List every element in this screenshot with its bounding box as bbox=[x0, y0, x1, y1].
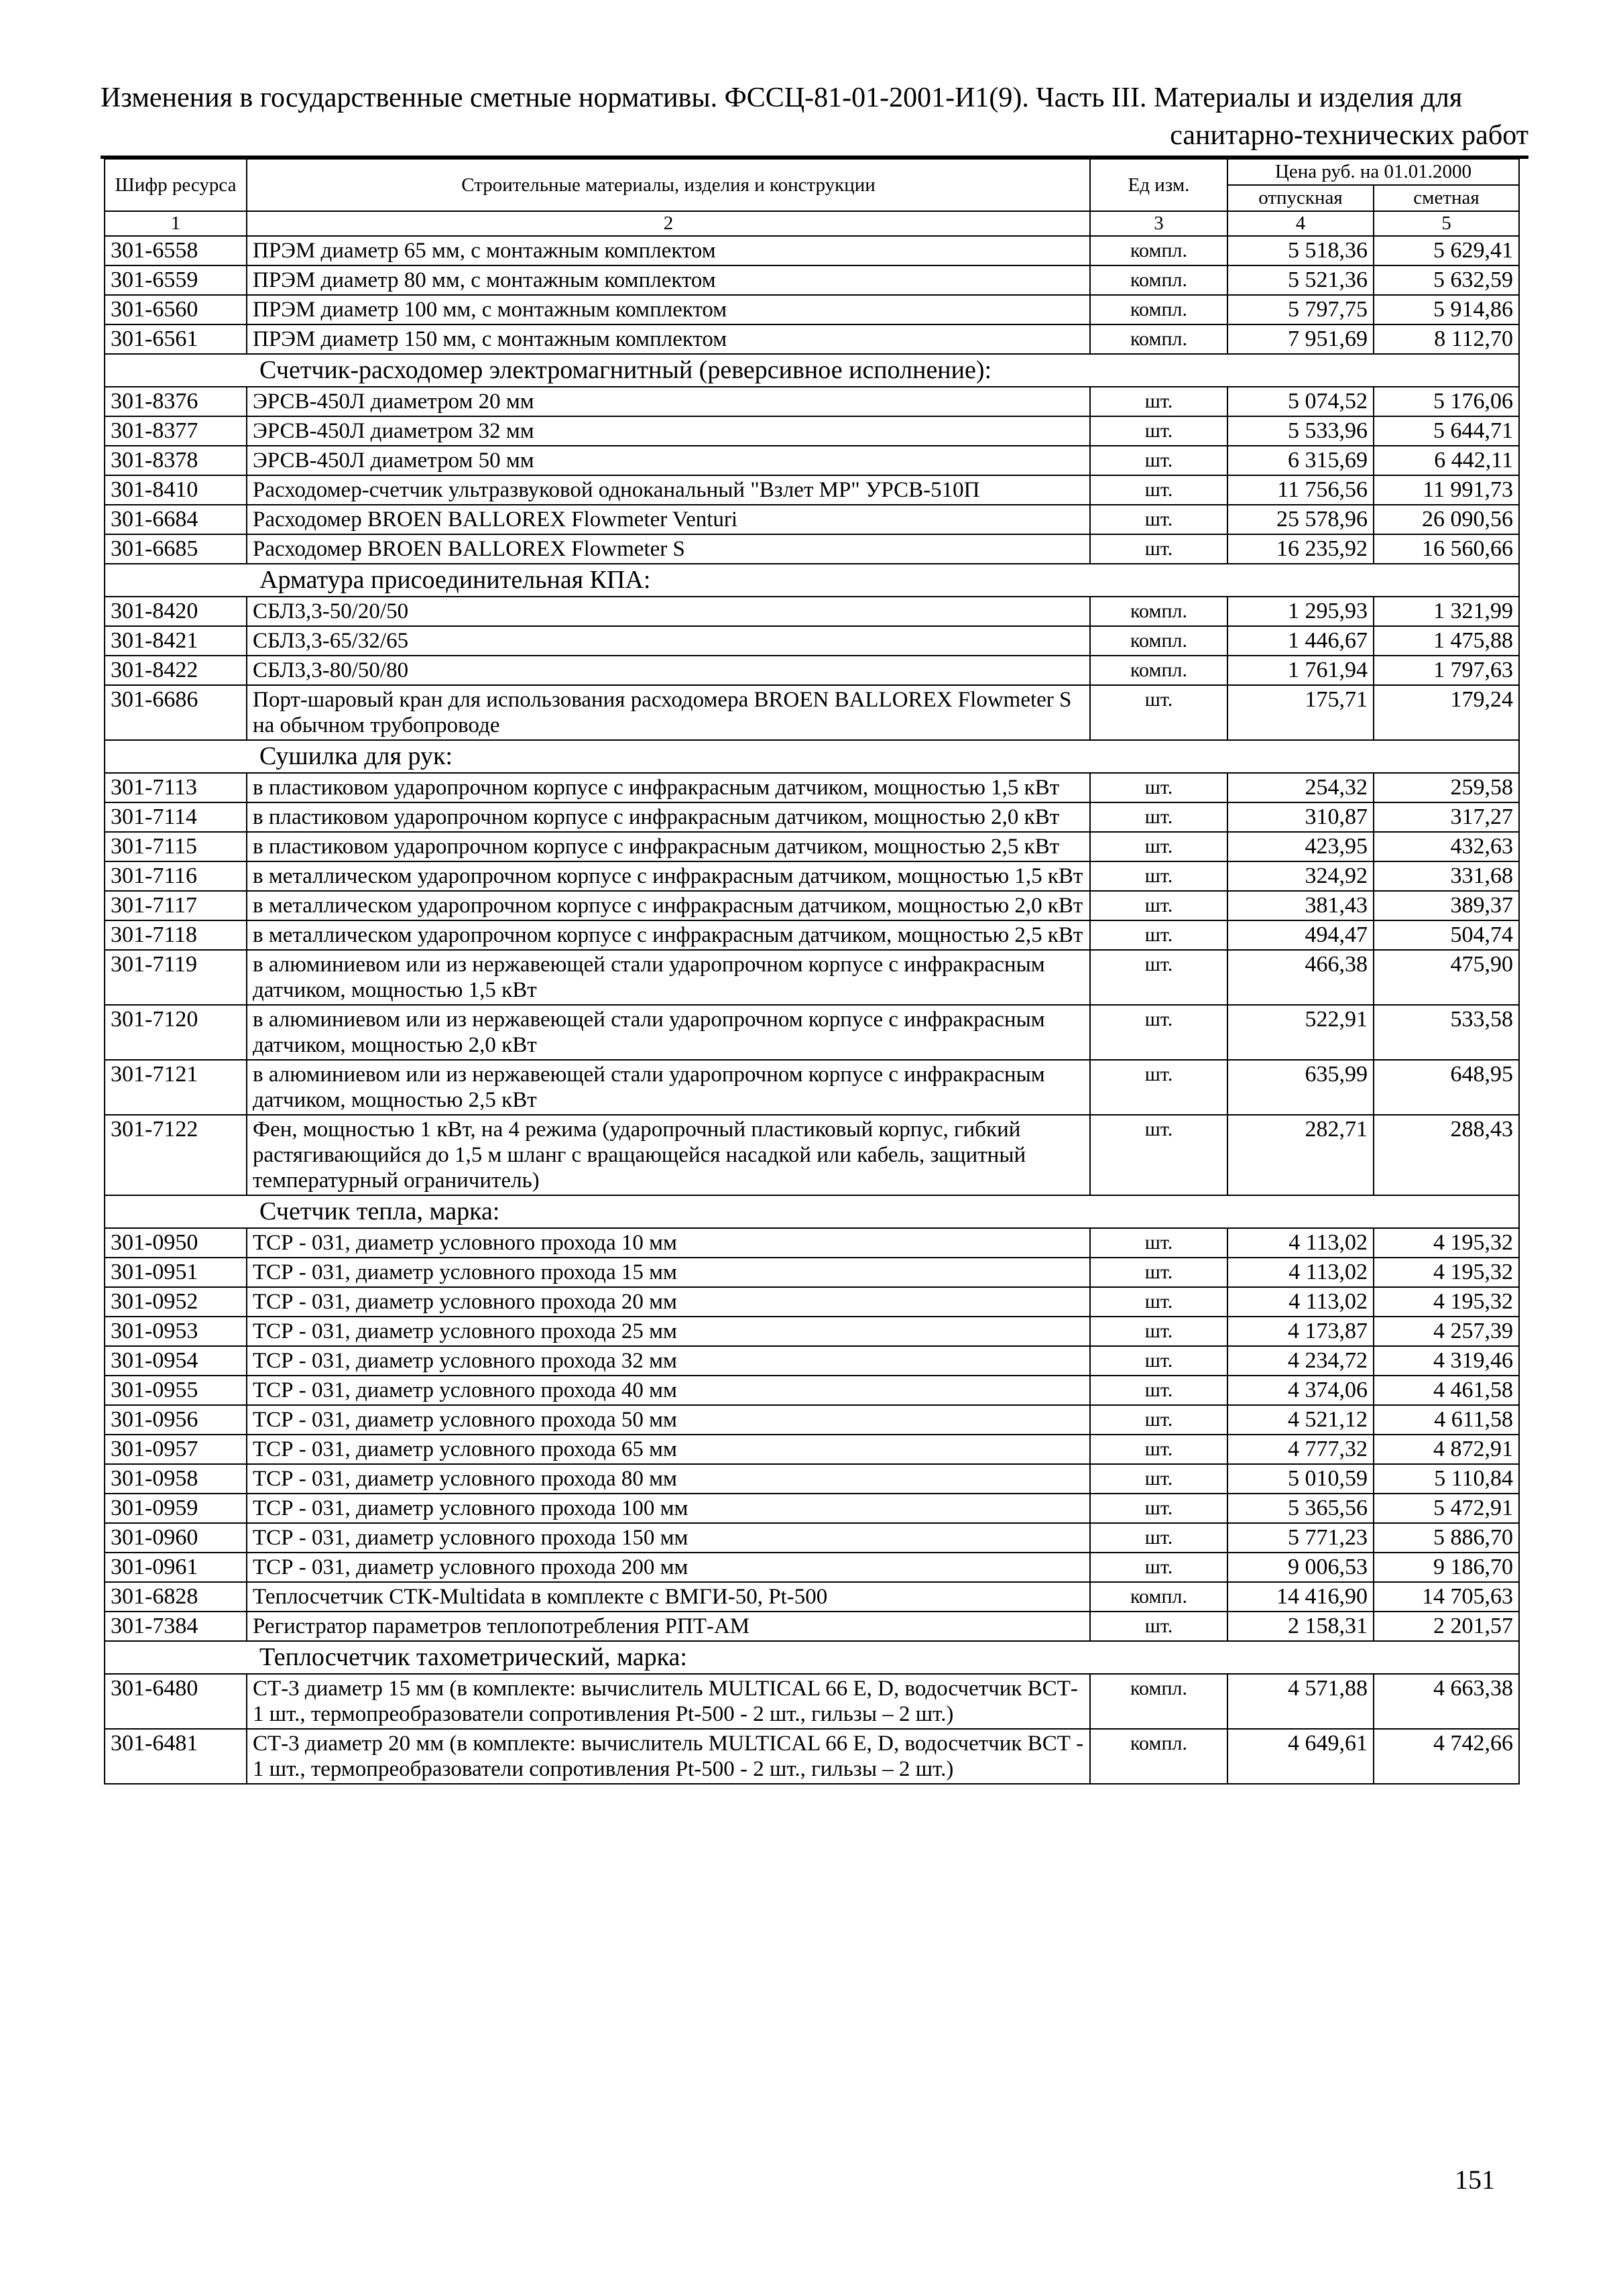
table-row bbox=[105, 920, 1519, 950]
table-row bbox=[105, 1317, 1519, 1346]
row-estimate-price: 26 090,56 bbox=[1374, 505, 1519, 534]
row-release-price: 4 173,87 bbox=[1227, 1317, 1374, 1346]
row-unit: шт. bbox=[1090, 1464, 1227, 1494]
table-row bbox=[105, 1228, 1519, 1258]
table-row bbox=[105, 950, 1519, 1005]
row-code: 301-7114 bbox=[105, 802, 247, 832]
table-row bbox=[105, 685, 1519, 740]
row-unit: шт. bbox=[1090, 685, 1227, 740]
row-estimate-price: 5 644,71 bbox=[1374, 416, 1519, 446]
row-estimate-price: 648,95 bbox=[1374, 1060, 1519, 1115]
row-estimate-price: 317,27 bbox=[1374, 802, 1519, 832]
table-row bbox=[105, 1523, 1519, 1553]
row-release-price: 11 756,56 bbox=[1227, 475, 1374, 505]
row-release-price: 1 761,94 bbox=[1227, 656, 1374, 685]
table-row bbox=[105, 1346, 1519, 1376]
row-name: Расходомер BROEN BALLOREX Flowmeter Venturi bbox=[247, 505, 1090, 534]
row-estimate-price: 4 742,66 bbox=[1374, 1729, 1519, 1784]
row-code: 301-6480 bbox=[105, 1674, 247, 1729]
section-title: Счетчик-расходомер электромагнитный (реверсивное исполнение): bbox=[105, 354, 1519, 387]
row-release-price: 1 295,93 bbox=[1227, 597, 1374, 626]
row-unit: компл. bbox=[1090, 295, 1227, 324]
row-estimate-price: 389,37 bbox=[1374, 891, 1519, 920]
row-unit: компл. bbox=[1090, 1674, 1227, 1729]
row-unit: шт. bbox=[1090, 1494, 1227, 1523]
row-estimate-price: 475,90 bbox=[1374, 950, 1519, 1005]
table-row bbox=[105, 236, 1519, 265]
row-release-price: 4 113,02 bbox=[1227, 1258, 1374, 1287]
row-unit: шт. bbox=[1090, 1317, 1227, 1346]
row-name: в металлическом ударопрочном корпусе с инфракрасным датчиком, мощностью 2,5 кВт bbox=[247, 920, 1090, 950]
col-number: 1 bbox=[105, 211, 247, 236]
table-row bbox=[105, 802, 1519, 832]
row-release-price: 2 158,31 bbox=[1227, 1612, 1374, 1641]
row-code: 301-6481 bbox=[105, 1729, 247, 1784]
table-row bbox=[105, 832, 1519, 861]
row-name: ТСР - 031, диаметр условного прохода 15 мм bbox=[247, 1258, 1090, 1287]
row-code: 301-7121 bbox=[105, 1060, 247, 1115]
row-estimate-price: 1 475,88 bbox=[1374, 626, 1519, 656]
row-release-price: 4 113,02 bbox=[1227, 1228, 1374, 1258]
row-estimate-price: 5 886,70 bbox=[1374, 1523, 1519, 1553]
table-row bbox=[105, 505, 1519, 534]
row-name: в металлическом ударопрочном корпусе с инфракрасным датчиком, мощностью 2,0 кВт bbox=[247, 891, 1090, 920]
row-estimate-price: 179,24 bbox=[1374, 685, 1519, 740]
row-estimate-price: 4 872,91 bbox=[1374, 1435, 1519, 1464]
row-unit: компл. bbox=[1090, 324, 1227, 354]
section-title: Арматура присоединительная КПА: bbox=[105, 564, 1519, 597]
row-name: в алюминиевом или из нержавеющей стали ударопрочном корпусе с инфракрасным датчиком, мощностью 2,0 кВт bbox=[247, 1005, 1090, 1060]
row-code: 301-0961 bbox=[105, 1553, 247, 1582]
row-name: ПРЭМ диаметр 80 мм, с монтажным комплектом bbox=[247, 265, 1090, 295]
row-release-price: 4 777,32 bbox=[1227, 1435, 1374, 1464]
header-unit: Ед изм. bbox=[1090, 159, 1227, 211]
row-name: ТСР - 031, диаметр условного прохода 20 мм bbox=[247, 1287, 1090, 1317]
row-estimate-price: 4 461,58 bbox=[1374, 1376, 1519, 1405]
row-unit: шт. bbox=[1090, 475, 1227, 505]
header-name: Строительные материалы, изделия и конструкции bbox=[247, 159, 1090, 211]
row-estimate-price: 4 319,46 bbox=[1374, 1346, 1519, 1376]
row-name: Теплосчетчик СТК-Multidata в комплекте с ВМГИ-50, Pt-500 bbox=[247, 1582, 1090, 1612]
row-name: в пластиковом ударопрочном корпусе с инфракрасным датчиком, мощностью 1,5 кВт bbox=[247, 773, 1090, 802]
row-name: ПРЭМ диаметр 150 мм, с монтажным комплектом bbox=[247, 324, 1090, 354]
row-unit: компл. bbox=[1090, 656, 1227, 685]
row-estimate-price: 1 797,63 bbox=[1374, 656, 1519, 685]
page-header bbox=[101, 79, 1528, 154]
table-row bbox=[105, 534, 1519, 564]
table-row bbox=[105, 1435, 1519, 1464]
row-estimate-price: 9 186,70 bbox=[1374, 1553, 1519, 1582]
row-release-price: 5 518,36 bbox=[1227, 236, 1374, 265]
row-name: в алюминиевом или из нержавеющей стали ударопрочном корпусе с инфракрасным датчиком, мощностью 1,5 кВт bbox=[247, 950, 1090, 1005]
row-name: ЭРСВ-450Л диаметром 50 мм bbox=[247, 446, 1090, 475]
row-name: Фен, мощностью 1 кВт, на 4 режима (ударопрочный пластиковый корпус, гибкий растягивающийся до 1,5 м шланг с вращающейся насадкой или кабель, защитный температурный ограничитель) bbox=[247, 1115, 1090, 1195]
row-release-price: 466,38 bbox=[1227, 950, 1374, 1005]
row-name: ТСР - 031, диаметр условного прохода 80 мм bbox=[247, 1464, 1090, 1494]
row-unit: шт. bbox=[1090, 1523, 1227, 1553]
row-estimate-price: 4 257,39 bbox=[1374, 1317, 1519, 1346]
row-release-price: 5 365,56 bbox=[1227, 1494, 1374, 1523]
row-unit: шт. bbox=[1090, 891, 1227, 920]
row-release-price: 4 521,12 bbox=[1227, 1405, 1374, 1435]
row-code: 301-0952 bbox=[105, 1287, 247, 1317]
row-unit: компл. bbox=[1090, 1729, 1227, 1784]
row-unit: шт. bbox=[1090, 387, 1227, 416]
row-name: Расходомер BROEN BALLOREX Flowmeter S bbox=[247, 534, 1090, 564]
row-estimate-price: 5 110,84 bbox=[1374, 1464, 1519, 1494]
row-code: 301-0957 bbox=[105, 1435, 247, 1464]
row-name: СБЛ3,3-80/50/80 bbox=[247, 656, 1090, 685]
row-release-price: 494,47 bbox=[1227, 920, 1374, 950]
row-code: 301-7120 bbox=[105, 1005, 247, 1060]
row-release-price: 175,71 bbox=[1227, 685, 1374, 740]
row-code: 301-6828 bbox=[105, 1582, 247, 1612]
row-unit: шт. bbox=[1090, 446, 1227, 475]
row-unit: шт. bbox=[1090, 416, 1227, 446]
row-unit: шт. bbox=[1090, 1287, 1227, 1317]
section-row bbox=[105, 564, 1519, 597]
col-number: 4 bbox=[1227, 211, 1374, 236]
row-unit: шт. bbox=[1090, 1405, 1227, 1435]
row-release-price: 5 010,59 bbox=[1227, 1464, 1374, 1494]
row-unit: шт. bbox=[1090, 1060, 1227, 1115]
row-release-price: 7 951,69 bbox=[1227, 324, 1374, 354]
row-code: 301-6684 bbox=[105, 505, 247, 534]
row-code: 301-8377 bbox=[105, 416, 247, 446]
row-name: ТСР - 031, диаметр условного прохода 50 мм bbox=[247, 1405, 1090, 1435]
col-number: 5 bbox=[1374, 211, 1519, 236]
row-code: 301-0951 bbox=[105, 1258, 247, 1287]
section-title: Теплосчетчик тахометрический, марка: bbox=[105, 1641, 1519, 1674]
table-row bbox=[105, 324, 1519, 354]
row-unit: шт. bbox=[1090, 534, 1227, 564]
row-unit: шт. bbox=[1090, 1228, 1227, 1258]
table-row bbox=[105, 1612, 1519, 1641]
row-name: Порт-шаровый кран для использования расходомера BROEN BALLOREX Flowmeter S на обычном трубопроводе bbox=[247, 685, 1090, 740]
table-row bbox=[105, 295, 1519, 324]
row-release-price: 282,71 bbox=[1227, 1115, 1374, 1195]
row-unit: компл. bbox=[1090, 597, 1227, 626]
table-row bbox=[105, 626, 1519, 656]
col-number: 2 bbox=[247, 211, 1090, 236]
row-unit: шт. bbox=[1090, 1612, 1227, 1641]
row-code: 301-0960 bbox=[105, 1523, 247, 1553]
row-name: СТ-3 диаметр 20 мм (в комплекте: вычислитель MULTICAL 66 E, D, водосчетчик ВСТ - 1 шт., термопреобразователи сопротивления Pt-500 - 2 шт., гильзы – 2 шт.) bbox=[247, 1729, 1090, 1784]
row-estimate-price: 5 176,06 bbox=[1374, 387, 1519, 416]
row-name: ТСР - 031, диаметр условного прохода 40 мм bbox=[247, 1376, 1090, 1405]
row-estimate-price: 259,58 bbox=[1374, 773, 1519, 802]
section-row bbox=[105, 1641, 1519, 1674]
price-table bbox=[104, 158, 1520, 1785]
section-row bbox=[105, 354, 1519, 387]
table-row bbox=[105, 1405, 1519, 1435]
row-unit: шт. bbox=[1090, 773, 1227, 802]
row-code: 301-6560 bbox=[105, 295, 247, 324]
row-name: ПРЭМ диаметр 65 мм, с монтажным комплектом bbox=[247, 236, 1090, 265]
row-name: в пластиковом ударопрочном корпусе с инфракрасным датчиком, мощностью 2,5 кВт bbox=[247, 832, 1090, 861]
row-code: 301-6685 bbox=[105, 534, 247, 564]
row-release-price: 4 234,72 bbox=[1227, 1346, 1374, 1376]
row-release-price: 5 533,96 bbox=[1227, 416, 1374, 446]
row-release-price: 381,43 bbox=[1227, 891, 1374, 920]
row-name: ТСР - 031, диаметр условного прохода 150 мм bbox=[247, 1523, 1090, 1553]
row-code: 301-0956 bbox=[105, 1405, 247, 1435]
row-release-price: 5 797,75 bbox=[1227, 295, 1374, 324]
row-code: 301-8420 bbox=[105, 597, 247, 626]
table-row bbox=[105, 1464, 1519, 1494]
row-estimate-price: 4 611,58 bbox=[1374, 1405, 1519, 1435]
row-unit: шт. bbox=[1090, 802, 1227, 832]
table-row bbox=[105, 861, 1519, 891]
row-release-price: 4 649,61 bbox=[1227, 1729, 1374, 1784]
row-name: ТСР - 031, диаметр условного прохода 200 мм bbox=[247, 1553, 1090, 1582]
row-code: 301-0953 bbox=[105, 1317, 247, 1346]
row-release-price: 635,99 bbox=[1227, 1060, 1374, 1115]
row-estimate-price: 4 195,32 bbox=[1374, 1228, 1519, 1258]
row-name: СТ-3 диаметр 15 мм (в комплекте: вычислитель MULTICAL 66 E, D, водосчетчик ВСТ- 1 шт., термопреобразователи сопротивления Pt-500 - 2 шт., гильзы – 2 шт.) bbox=[247, 1674, 1090, 1729]
row-code: 301-0955 bbox=[105, 1376, 247, 1405]
table-row bbox=[105, 416, 1519, 446]
row-code: 301-8422 bbox=[105, 656, 247, 685]
row-code: 301-6558 bbox=[105, 236, 247, 265]
table-row bbox=[105, 1674, 1519, 1729]
row-release-price: 324,92 bbox=[1227, 861, 1374, 891]
row-estimate-price: 288,43 bbox=[1374, 1115, 1519, 1195]
row-code: 301-0950 bbox=[105, 1228, 247, 1258]
row-code: 301-6686 bbox=[105, 685, 247, 740]
row-code: 301-7116 bbox=[105, 861, 247, 891]
row-estimate-price: 5 632,59 bbox=[1374, 265, 1519, 295]
table-row bbox=[105, 656, 1519, 685]
header-price: Цена руб. на 01.01.2000 bbox=[1227, 159, 1519, 185]
section-title: Сушилка для рук: bbox=[105, 740, 1519, 773]
row-code: 301-0958 bbox=[105, 1464, 247, 1494]
row-estimate-price: 5 914,86 bbox=[1374, 295, 1519, 324]
row-name: ЭРСВ-450Л диаметром 32 мм bbox=[247, 416, 1090, 446]
row-unit: шт. bbox=[1090, 950, 1227, 1005]
row-code: 301-8378 bbox=[105, 446, 247, 475]
row-release-price: 14 416,90 bbox=[1227, 1582, 1374, 1612]
table-row bbox=[105, 1494, 1519, 1523]
table-row bbox=[105, 1258, 1519, 1287]
section-row bbox=[105, 1195, 1519, 1228]
table-row bbox=[105, 387, 1519, 416]
row-estimate-price: 6 442,11 bbox=[1374, 446, 1519, 475]
row-release-price: 5 521,36 bbox=[1227, 265, 1374, 295]
row-release-price: 6 315,69 bbox=[1227, 446, 1374, 475]
row-release-price: 522,91 bbox=[1227, 1005, 1374, 1060]
row-code: 301-7113 bbox=[105, 773, 247, 802]
row-name: в металлическом ударопрочном корпусе с инфракрасным датчиком, мощностью 1,5 кВт bbox=[247, 861, 1090, 891]
row-name: ТСР - 031, диаметр условного прохода 100 мм bbox=[247, 1494, 1090, 1523]
row-release-price: 423,95 bbox=[1227, 832, 1374, 861]
row-code: 301-7117 bbox=[105, 891, 247, 920]
row-unit: шт. bbox=[1090, 505, 1227, 534]
section-title: Счетчик тепла, марка: bbox=[105, 1195, 1519, 1228]
table-row bbox=[105, 1115, 1519, 1195]
row-unit: шт. bbox=[1090, 1115, 1227, 1195]
table-row bbox=[105, 1553, 1519, 1582]
row-unit: компл. bbox=[1090, 1582, 1227, 1612]
row-code: 301-0959 bbox=[105, 1494, 247, 1523]
row-code: 301-6561 bbox=[105, 324, 247, 354]
row-release-price: 4 374,06 bbox=[1227, 1376, 1374, 1405]
row-code: 301-8410 bbox=[105, 475, 247, 505]
row-name: в пластиковом ударопрочном корпусе с инфракрасным датчиком, мощностью 2,0 кВт bbox=[247, 802, 1090, 832]
row-release-price: 16 235,92 bbox=[1227, 534, 1374, 564]
row-unit: шт. bbox=[1090, 861, 1227, 891]
row-estimate-price: 11 991,73 bbox=[1374, 475, 1519, 505]
row-unit: шт. bbox=[1090, 1346, 1227, 1376]
row-unit: компл. bbox=[1090, 626, 1227, 656]
row-name: Регистратор параметров теплопотребления РПТ-АМ bbox=[247, 1612, 1090, 1641]
header-release: отпускная bbox=[1227, 185, 1374, 211]
row-code: 301-0954 bbox=[105, 1346, 247, 1376]
row-name: ТСР - 031, диаметр условного прохода 10 мм bbox=[247, 1228, 1090, 1258]
row-release-price: 4 571,88 bbox=[1227, 1674, 1374, 1729]
row-unit: шт. bbox=[1090, 832, 1227, 861]
row-estimate-price: 4 195,32 bbox=[1374, 1287, 1519, 1317]
table-body bbox=[105, 236, 1519, 1784]
row-unit: шт. bbox=[1090, 1258, 1227, 1287]
row-unit: шт. bbox=[1090, 920, 1227, 950]
header-line-2: санитарно-технических работ bbox=[1170, 120, 1528, 151]
row-estimate-price: 8 112,70 bbox=[1374, 324, 1519, 354]
row-release-price: 254,32 bbox=[1227, 773, 1374, 802]
row-release-price: 310,87 bbox=[1227, 802, 1374, 832]
table-row bbox=[105, 1729, 1519, 1784]
row-unit: компл. bbox=[1090, 236, 1227, 265]
row-code: 301-7122 bbox=[105, 1115, 247, 1195]
row-code: 301-8376 bbox=[105, 387, 247, 416]
table-row bbox=[105, 891, 1519, 920]
row-estimate-price: 4 663,38 bbox=[1374, 1674, 1519, 1729]
row-release-price: 5 771,23 bbox=[1227, 1523, 1374, 1553]
row-name: ТСР - 031, диаметр условного прохода 65 мм bbox=[247, 1435, 1090, 1464]
table-row bbox=[105, 1287, 1519, 1317]
row-release-price: 25 578,96 bbox=[1227, 505, 1374, 534]
row-code: 301-7119 bbox=[105, 950, 247, 1005]
row-name: ТСР - 031, диаметр условного прохода 32 мм bbox=[247, 1346, 1090, 1376]
table-header-row bbox=[105, 159, 1519, 185]
row-estimate-price: 5 629,41 bbox=[1374, 236, 1519, 265]
table-row bbox=[105, 1005, 1519, 1060]
row-estimate-price: 16 560,66 bbox=[1374, 534, 1519, 564]
table-row bbox=[105, 1376, 1519, 1405]
header-line-1: Изменения в государственные сметные нормативы. ФССЦ-81-01-2001-И1(9). Часть III. Материалы и изделия для bbox=[101, 82, 1463, 113]
section-row bbox=[105, 740, 1519, 773]
row-code: 301-7118 bbox=[105, 920, 247, 950]
row-release-price: 5 074,52 bbox=[1227, 387, 1374, 416]
row-name: ЭРСВ-450Л диаметром 20 мм bbox=[247, 387, 1090, 416]
table-row bbox=[105, 1060, 1519, 1115]
row-unit: шт. bbox=[1090, 1005, 1227, 1060]
row-unit: шт. bbox=[1090, 1435, 1227, 1464]
row-estimate-price: 1 321,99 bbox=[1374, 597, 1519, 626]
row-name: в алюминиевом или из нержавеющей стали ударопрочном корпусе с инфракрасным датчиком, мощностью 2,5 кВт bbox=[247, 1060, 1090, 1115]
row-unit: шт. bbox=[1090, 1553, 1227, 1582]
row-estimate-price: 2 201,57 bbox=[1374, 1612, 1519, 1641]
row-name: Расходомер-счетчик ультразвуковой одноканальный "Взлет МР" УРСВ-510П bbox=[247, 475, 1090, 505]
table-row bbox=[105, 597, 1519, 626]
row-name: СБЛ3,3-50/20/50 bbox=[247, 597, 1090, 626]
table-row bbox=[105, 773, 1519, 802]
row-estimate-price: 331,68 bbox=[1374, 861, 1519, 891]
row-code: 301-6559 bbox=[105, 265, 247, 295]
row-code: 301-8421 bbox=[105, 626, 247, 656]
column-number-row bbox=[105, 211, 1519, 236]
header-code: Шифр ресурса bbox=[105, 159, 247, 211]
row-estimate-price: 504,74 bbox=[1374, 920, 1519, 950]
row-estimate-price: 432,63 bbox=[1374, 832, 1519, 861]
row-release-price: 9 006,53 bbox=[1227, 1553, 1374, 1582]
row-release-price: 4 113,02 bbox=[1227, 1287, 1374, 1317]
row-estimate-price: 14 705,63 bbox=[1374, 1582, 1519, 1612]
row-code: 301-7115 bbox=[105, 832, 247, 861]
table-row bbox=[105, 265, 1519, 295]
row-unit: шт. bbox=[1090, 1376, 1227, 1405]
row-estimate-price: 5 472,91 bbox=[1374, 1494, 1519, 1523]
row-name: ТСР - 031, диаметр условного прохода 25 мм bbox=[247, 1317, 1090, 1346]
col-number: 3 bbox=[1090, 211, 1227, 236]
row-name: ПРЭМ диаметр 100 мм, с монтажным комплектом bbox=[247, 295, 1090, 324]
row-name: СБЛ3,3-65/32/65 bbox=[247, 626, 1090, 656]
table-row bbox=[105, 475, 1519, 505]
row-release-price: 1 446,67 bbox=[1227, 626, 1374, 656]
row-unit: компл. bbox=[1090, 265, 1227, 295]
row-estimate-price: 4 195,32 bbox=[1374, 1258, 1519, 1287]
row-code: 301-7384 bbox=[105, 1612, 247, 1641]
row-estimate-price: 533,58 bbox=[1374, 1005, 1519, 1060]
table-row bbox=[105, 446, 1519, 475]
table-row bbox=[105, 1582, 1519, 1612]
page-number: 151 bbox=[1455, 2165, 1495, 2195]
header-estimate: сметная bbox=[1374, 185, 1519, 211]
